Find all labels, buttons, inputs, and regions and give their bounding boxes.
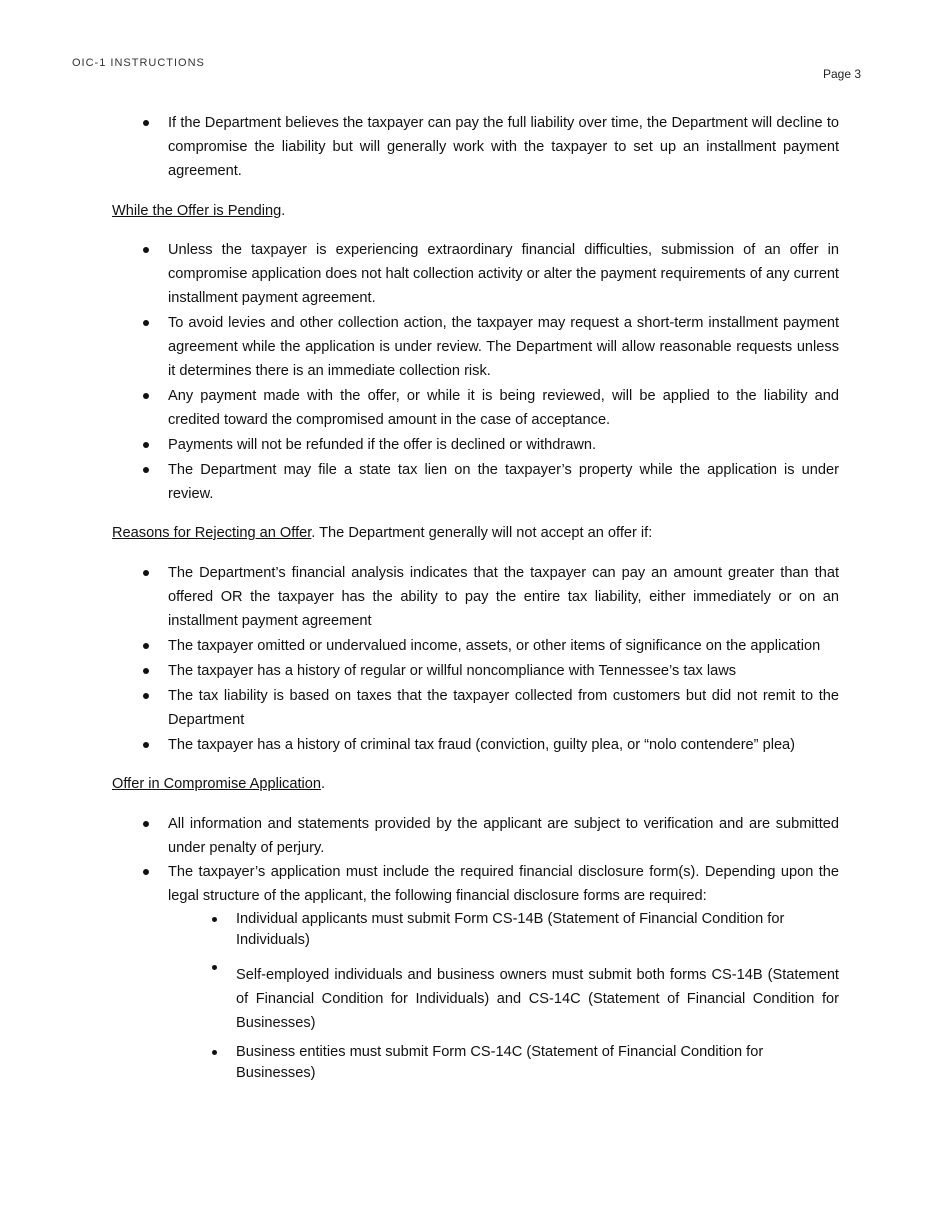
section-heading-pending xyxy=(112,199,839,223)
list-item: Unless the taxpayer is experiencing extraordinary financial difficulties, submission of an offer in compromise application does not halt collection activity or alter the payment requirements of any current installment payment agreement. xyxy=(112,238,839,310)
section-heading-application xyxy=(112,772,839,796)
heading-text: Offer in Compromise Application xyxy=(112,776,322,792)
heading-suffix: . The Department generally will not accept an offer if: xyxy=(311,525,653,541)
document-title: OIC-1 INSTRUCTIONS xyxy=(72,57,205,69)
heading-suffix: . xyxy=(321,776,326,792)
list-item: The taxpayer has a history of regular or willful noncompliance with Tennessee’s tax laws xyxy=(112,659,839,683)
sub-list-item: Self-employed individuals and business owners must submit both forms CS-14B (Statement of Financial Condition for Individuals) and CS-14C (Statement of Financial Condition for Businesses) xyxy=(236,963,839,1035)
list-item: Payments will not be refunded if the offer is declined or withdrawn. xyxy=(112,433,839,457)
sub-list-item: Business entities must submit Form CS-14C (Statement of Financial Condition for Businesses) xyxy=(236,1042,839,1084)
heading-text: Reasons for Rejecting an Offer xyxy=(112,525,312,541)
list-item: The taxpayer’s application must include the required financial disclosure form(s). Depending upon the legal structure of the applicant, the following financial disclosure forms are required: xyxy=(112,860,839,908)
section-heading-rejecting xyxy=(112,521,839,545)
page-number: Page 3 xyxy=(823,67,862,81)
list-item: Any payment made with the offer, or while it is being reviewed, will be applied to the liability and credited toward the compromised amount in the case of acceptance. xyxy=(112,384,839,432)
page-content xyxy=(112,111,839,1084)
list-item: The taxpayer omitted or undervalued income, assets, or other items of significance on the application xyxy=(112,634,839,658)
heading-text: While the Offer is Pending xyxy=(112,203,282,219)
list-item: The tax liability is based on taxes that the taxpayer collected from customers but did not remit to the Department xyxy=(112,684,839,732)
list-item: All information and statements provided by the applicant are subject to verification and are submitted under penalty of perjury. xyxy=(112,812,839,860)
list-item: If the Department believes the taxpayer can pay the full liability over time, the Department will decline to compromise the liability but will generally work with the taxpayer to set up an installment payment agreement. xyxy=(112,111,839,183)
list-item: To avoid levies and other collection action, the taxpayer may request a short-term installment payment agreement while the application is under review. The Department will allow reasonable requests unless it determines there is an immediate collection risk. xyxy=(112,311,839,383)
heading-suffix: . xyxy=(281,203,286,219)
list-item: The Department’s financial analysis indicates that the taxpayer can pay an amount greater than that offered OR the taxpayer has the ability to pay the entire tax liability, either immediately or on an installment payment agreement xyxy=(112,561,839,633)
list-item: The taxpayer has a history of criminal tax fraud (conviction, guilty plea, or “nolo contendere” plea) xyxy=(112,733,839,757)
list-item: The Department may file a state tax lien on the taxpayer’s property while the application is under review. xyxy=(112,458,839,506)
sub-list-item: Individual applicants must submit Form CS-14B (Statement of Financial Condition for Individuals) xyxy=(236,909,839,951)
